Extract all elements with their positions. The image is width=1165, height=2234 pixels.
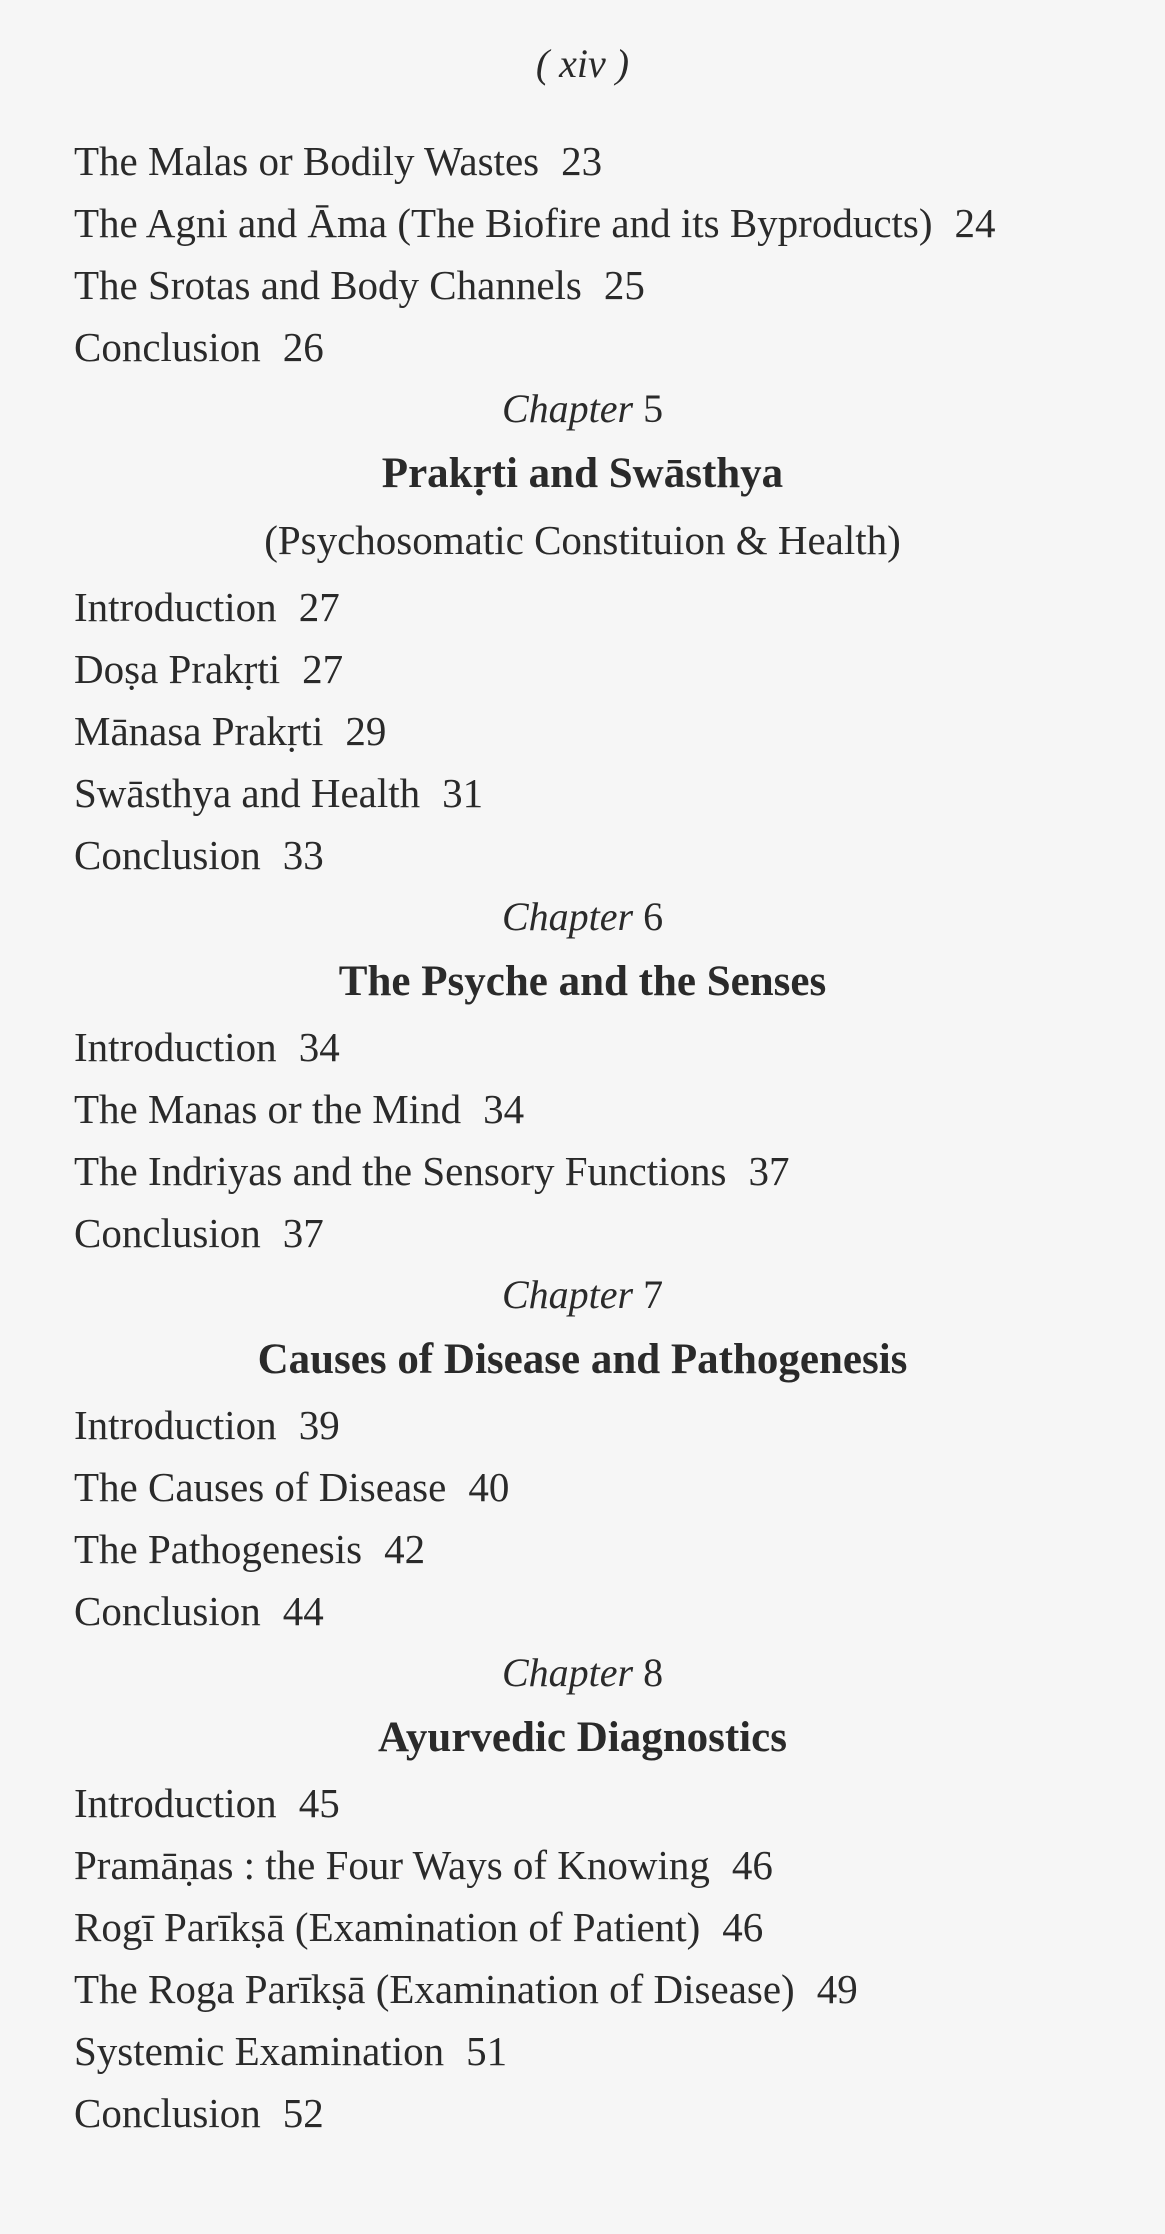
chapter-title: Ayurvedic Diagnostics [378,1714,787,1761]
toc-entry [0,1456,1165,1518]
chapter-label [0,1642,1165,1704]
entry-page: 51 [466,2028,508,2074]
chapter-word: Chapter [501,1272,634,1317]
entry-page: 37 [282,1210,324,1256]
entry-title: The Srotas and Body Channels [74,262,582,308]
entry-page: 42 [384,1526,426,1572]
entry-title: The Indriyas and the Sensory Functions [74,1148,727,1194]
toc-entry [0,824,1165,886]
entry-title: The Agni and Āma (The Biofire and its Byproducts) [74,200,933,246]
entry-page: 33 [282,832,324,878]
toc-entry [0,254,1165,316]
entry-title: Conclusion [74,1588,261,1634]
entry-title: Pramāṇas : the Four Ways of Knowing [74,1842,710,1888]
chapter-word: Chapter [501,386,634,431]
entry-page: 46 [722,1904,764,1950]
entry-page: 39 [298,1402,340,1448]
toc-entry [0,130,1165,192]
entry-title: Conclusion [74,832,261,878]
entry-title: Doṣa Prakṛti [74,646,281,692]
entry-title: Systemic Examination [74,2028,445,2074]
chapter-number: 8 [643,1650,664,1695]
chapter-label [0,1264,1165,1326]
chapter-title: Causes of Disease and Pathogenesis [257,1336,908,1383]
toc-entry [0,1016,1165,1078]
chapter-number: 7 [643,1272,664,1317]
chapter-number: 5 [643,386,664,431]
entry-page: 23 [561,138,603,184]
entry-page: 46 [731,1842,773,1888]
entry-page: 40 [468,1464,510,1510]
entry-title: Introduction [74,1024,277,1070]
entry-title: Swāsthya and Health [74,770,421,816]
toc-entry [0,2020,1165,2082]
toc-entry [0,576,1165,638]
entry-page: 52 [282,2090,324,2136]
entry-title: Introduction [74,1402,277,1448]
toc-entry [0,1958,1165,2020]
entry-title: The Roga Parīkṣā (Examination of Disease) [74,1966,795,2012]
entry-page: 25 [603,262,645,308]
entry-page: 31 [442,770,484,816]
chapter-word: Chapter [501,1650,634,1695]
entry-page: 27 [298,584,340,630]
toc-entry [0,700,1165,762]
entry-title: The Malas or Bodily Wastes [74,138,540,184]
toc-entry [0,192,1165,254]
chapter-subtitle: (Psychosomatic Constituion & Health) [264,517,901,563]
chapter-title: The Psyche and the Senses [338,958,827,1005]
chapter-label [0,378,1165,440]
entry-page: 34 [483,1086,525,1132]
toc-entry [0,2082,1165,2144]
chapter-number: 6 [643,894,664,939]
entry-page: 34 [298,1024,340,1070]
entry-page: 29 [345,708,387,754]
entry-title: The Causes of Disease [74,1464,447,1510]
toc-entry [0,1078,1165,1140]
entry-page: 45 [298,1780,340,1826]
toc-entry [0,316,1165,378]
entry-title: Conclusion [74,324,261,370]
entry-title: Rogī Parīkṣā (Examination of Patient) [74,1904,701,1950]
entry-page: 27 [302,646,344,692]
toc-entry [0,1140,1165,1202]
entry-title: Mānasa Prakṛti [74,708,324,754]
entry-page: 26 [282,324,324,370]
chapter-title: Prakṛti and Swāsthya [381,450,784,497]
toc-entry [0,1202,1165,1264]
toc-entry [0,1518,1165,1580]
toc-entry [0,1394,1165,1456]
toc-entry [0,1580,1165,1642]
entry-page: 24 [954,200,996,246]
chapter-label [0,886,1165,948]
entry-title: Introduction [74,584,277,630]
toc-list [0,130,1165,2144]
toc-entry [0,1896,1165,1958]
toc-entry [0,1772,1165,1834]
toc-entry [0,638,1165,700]
toc-entry [0,1834,1165,1896]
entry-page: 44 [282,1588,324,1634]
chapter-word: Chapter [501,894,634,939]
entry-title: The Manas or the Mind [74,1086,462,1132]
entry-page: 37 [748,1148,790,1194]
page-number: ( xiv ) [535,41,630,86]
entry-title: Introduction [74,1780,277,1826]
entry-title: Conclusion [74,1210,261,1256]
toc-entry [0,762,1165,824]
entry-page: 49 [816,1966,858,2012]
entry-title: Conclusion [74,2090,261,2136]
entry-title: The Pathogenesis [74,1526,363,1572]
